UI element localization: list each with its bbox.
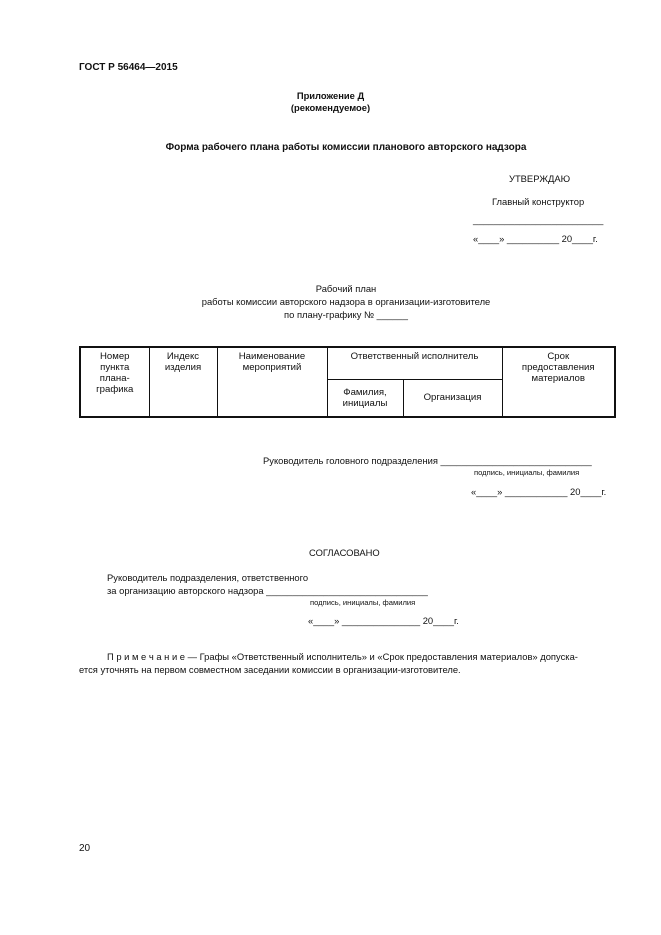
appendix-subtitle: (рекомендуемое) bbox=[290, 102, 371, 113]
note-line1: П р и м е ч а н и е — Графы «Ответственный исполнитель» и «Срок предоставления материалов» допуска- bbox=[107, 651, 578, 662]
page-number: 20 bbox=[79, 843, 91, 854]
head-signature-caption: подпись, инициалы, фамилия bbox=[474, 468, 580, 477]
form-title: Форма рабочего плана работы комиссии планового авторского надзора bbox=[165, 142, 527, 153]
approve-label: УТВЕРЖДАЮ bbox=[509, 173, 571, 184]
agreed-role-line1: Руководитель подразделения, ответственного bbox=[107, 572, 309, 583]
header-cell-index: Индекс изделия bbox=[149, 347, 217, 417]
standard-header: ГОСТ Р 56464—2015 bbox=[79, 62, 178, 73]
plan-schedule-number: по плану-графику № ______ bbox=[284, 309, 408, 320]
agreed-role-line2: за организацию авторского надзора _______________________________ bbox=[107, 585, 428, 596]
header-cell-number: Номер пункта плана- графика bbox=[80, 347, 149, 417]
header-cell-organization: Организация bbox=[403, 379, 502, 417]
plan-title: Рабочий план bbox=[315, 283, 377, 294]
appendix-title: Приложение Д bbox=[296, 90, 365, 101]
head-signature-line: Руководитель головного подразделения _____________________________ bbox=[263, 455, 592, 466]
header-cell-responsible: Ответственный исполнитель bbox=[327, 347, 502, 379]
plan-subtitle: работы комиссии авторского надзора в организации-изготовителе bbox=[201, 296, 491, 307]
approver-signature-line: _________________________ bbox=[473, 214, 604, 225]
head-date-line: «____» ____________ 20____г. bbox=[471, 486, 607, 497]
note-line2: ется уточнять на первом совместном заседании комиссии в организации-изготовителе. bbox=[79, 664, 461, 675]
approval-date-line: «____» __________ 20____г. bbox=[473, 233, 598, 244]
header-cell-name: Наименование мероприятий bbox=[217, 347, 327, 417]
agreed-date-line: «____» _______________ 20____г. bbox=[308, 615, 459, 626]
header-cell-deadline: Срок предоставления материалов bbox=[502, 347, 615, 417]
header-cell-surname: Фамилия, инициалы bbox=[327, 379, 403, 417]
agreed-title: СОГЛАСОВАНО bbox=[309, 547, 380, 558]
agreed-signature-caption: подпись, инициалы, фамилия bbox=[310, 598, 416, 607]
plan-table bbox=[79, 346, 616, 418]
approver-role: Главный конструктор bbox=[492, 196, 585, 207]
